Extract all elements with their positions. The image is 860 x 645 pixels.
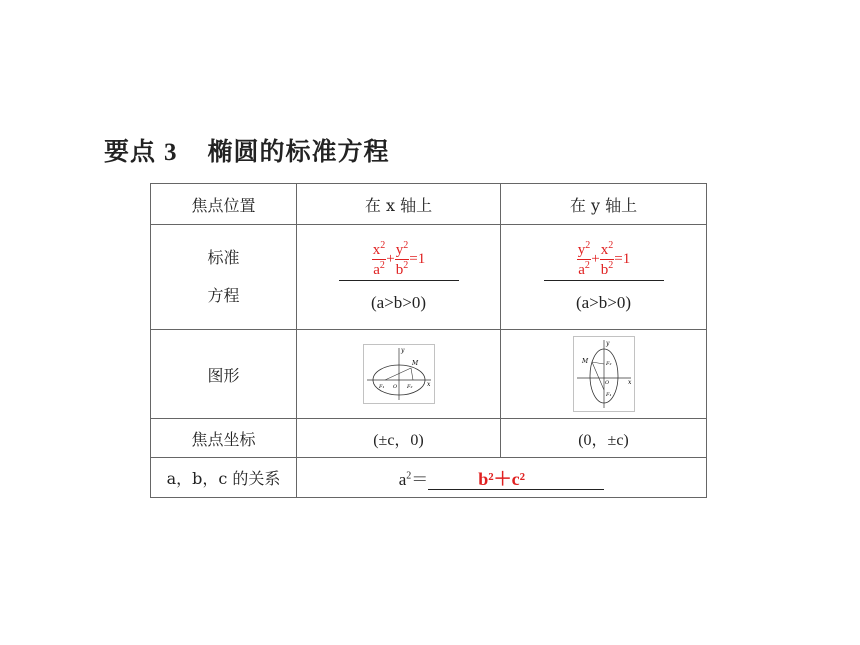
figure-y-axis [501, 330, 707, 419]
foci-x-axis: (±c，0) [297, 419, 501, 458]
heading-number: 3 [164, 139, 178, 166]
figure-y-f1-label: F₁ [605, 392, 611, 398]
figure-y-origin-label: O [604, 380, 609, 386]
ellipse-y-figure [573, 336, 635, 412]
equation-x-formula: $\frac{x^2}{a^2}$ + $\frac{y^2}{b^2}$ =1 [372, 240, 426, 278]
equation-y-condition: (a>b>0) [575, 293, 632, 312]
figure-x-origin-label: O [392, 384, 397, 390]
ellipse-x-figure [363, 344, 435, 404]
section-heading [104, 132, 390, 168]
figure-x-f1-label: F₁ [378, 384, 384, 390]
table-row-figure [151, 330, 707, 419]
header-focus-position: 焦点位置 [151, 184, 297, 225]
figure-x-axis [297, 330, 501, 419]
relation-answer-blank [428, 471, 604, 490]
figure-x-axis-y-label: y [400, 347, 404, 354]
foci-label: 焦点坐标 [151, 419, 297, 458]
equation-label [151, 225, 297, 330]
figure-y-f2-label: F₂ [605, 361, 611, 367]
header-x-axis: 在 x 轴上 [297, 184, 501, 225]
figure-label: 图形 [151, 330, 297, 419]
figure-x-axis-x-label: x [426, 381, 430, 388]
figure-y-axis-y-label: y [605, 340, 609, 347]
figure-x-f2-label: F₂ [406, 384, 412, 390]
equation-y-formula: $\frac{y^2}{a^2}$ + $\frac{x^2}{b^2}$ =1 [577, 240, 631, 278]
equation-x-condition: (a>b>0) [370, 293, 427, 312]
table-row-equation [151, 225, 707, 330]
equation-y-blank-line [544, 280, 664, 281]
equation-y-axis [501, 225, 707, 330]
equation-x-axis [297, 225, 501, 330]
relation-lhs: a [398, 470, 407, 489]
ellipse-table [150, 183, 707, 498]
relation-answer: b²＋c² [478, 469, 526, 489]
foci-y-axis: (0，±c) [501, 419, 707, 458]
table-row-foci [151, 419, 707, 458]
relation-value: $a^2=$ b²＋c² [297, 458, 707, 498]
header-y-axis: 在 y 轴上 [501, 184, 707, 225]
equation-label-line1: 标准 [207, 248, 240, 267]
figure-x-point-label: M [411, 360, 418, 367]
table-header-row [151, 184, 707, 225]
figure-y-point-label: M [581, 358, 588, 365]
heading-prefix: 要点 [104, 137, 157, 166]
table-row-relation [151, 458, 707, 498]
equation-label-line2: 方程 [207, 286, 240, 305]
figure-y-axis-x-label: x [627, 379, 631, 386]
heading-title: 椭圆的标准方程 [207, 137, 390, 166]
equation-x-blank-line [339, 280, 459, 281]
relation-label: a，b，c 的关系 [151, 458, 297, 498]
relation-eq: ＝ [411, 470, 429, 489]
